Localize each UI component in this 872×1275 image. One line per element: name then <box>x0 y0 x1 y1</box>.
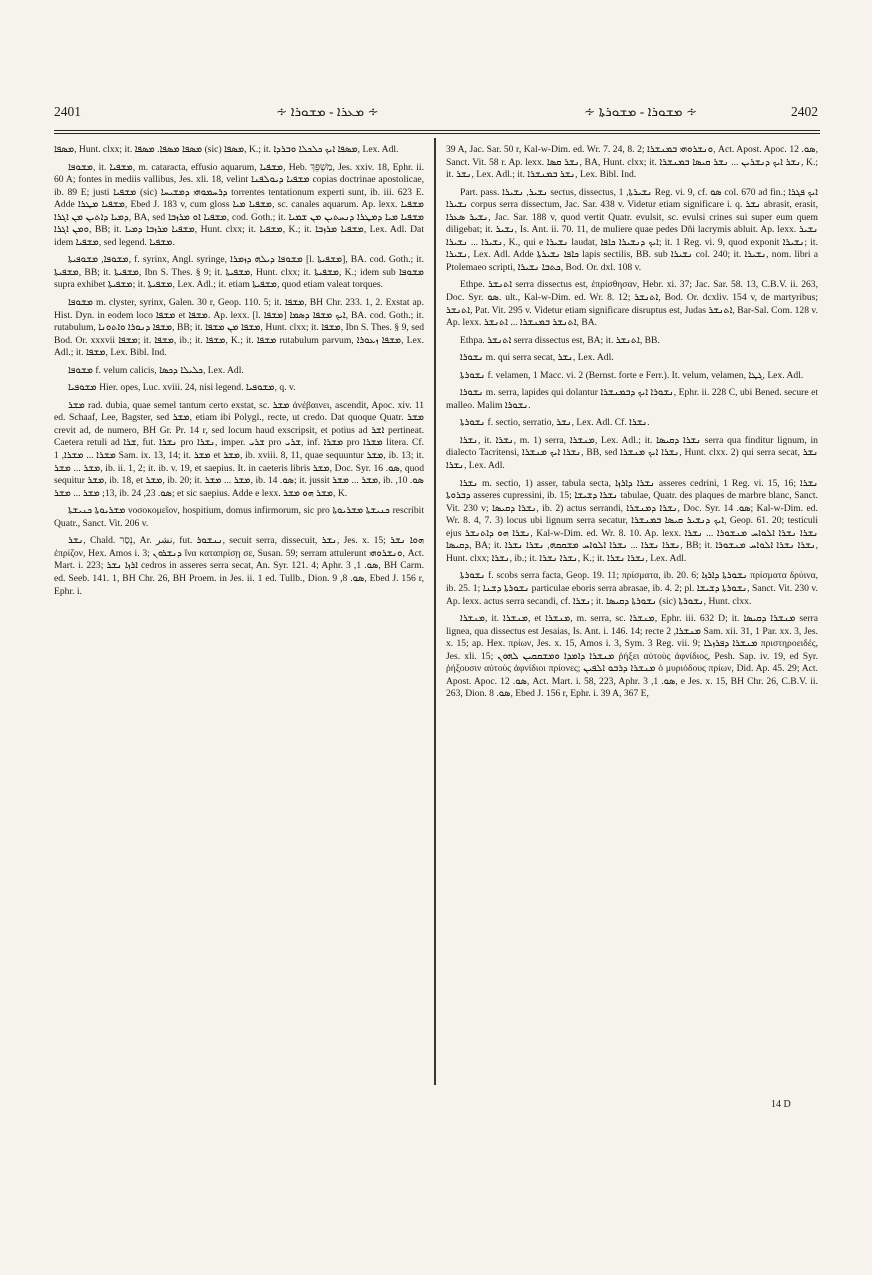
left-running-headword: ∻ ܡܥܪܐ - ܡܫܘܪܐ ∻ <box>276 104 379 119</box>
header-rule <box>54 130 820 134</box>
entry-serra: ܢܫܪܐ, it. ܢܫܪܐ, m. 1) serra, ܡܢܫܪܐ, Lex. Adl.; it. ܢܫܪܐ ܕܩܝܣܐ serra qua finditur lignum, in dialecto Tacritensi, ܢܫܪܐ ܐܝܟ ܡܢܫܪܐ, BB, sed ܢܫܪܐ ܐܝܟ ܡܢܫܪܐ, Hunt. clxx. 2) qui serra secat, ܢܫܪ ܢܫܪܐ, Lex. Adl. <box>446 434 818 472</box>
entry-ethpe: Ethpe. ܐܬܢܫܪ serra dissectus est, ἐπρίσθησαν, Hebr. xi. 37; Jac. Sar. 58. 13, C.B.V. ii. 263, Doc. Syr. ܣܘ. ult., Kal-w-Dim. ed. Wr. 8. 12; ܐܬܢܫܪ, Bod. Or. dcxliv. 154 v, de martyribus; ܐܬܢܫܪ, Pat. Vit. 295 v. Videtur etiam significare disruptus est, Judas ܐܬܢܫܪ, Bar-Sal. Com. 128 v. Ap. lexx. ܐܬܢܫܪ ܒܡܢܫܪܐ ... ܐܬܢܫܪ, BA. <box>446 279 818 329</box>
right-running-headword: ∻ ܡܫܘܪܐ - ܡܫܘܪܬܐ ∻ <box>584 104 698 119</box>
entry-opes: ܡܫܘܦܝܐ Hier. opes, Luc. xviii. 24, nisi legend. ܡܫܘܦܝܐ, q. v. <box>68 382 296 394</box>
entry-sectio-serratio: ܢܫܘܪܬܐ f. sectio, serratio, ܢܫܪ, Lex. Adl. Cf. ܢܫܪܐ. <box>460 417 650 429</box>
entry-mshopa-cataracta: ܡܫܘܦܐ, it. ܡܫܦܝܐ, m. cataracta, effusio aquarum, ܡܫܦܝܐ, Heb. מַשְׁפֵּךְ, Jes. xxiv. 18, Ephr. ii. 60 A; fontes in mediis vallibus, Jes. xli. 18, velint ܡܫܦܝܐ ܕܝܘܠܦܢܐ copias doctrinae apostolicae, ib. 89 E; justi ܡܫܦܝܐ (sic) ܕܪܚܡܘܗܝ ܕܡܫܝܚܐ torrentes tentationum experti sunt, ib. iii. 623 E. Adde ܡܫܦܝܐ ܡܛܪܐ, Ebed J. 183 v, cum gloss ܡܫܦܝܐ ܡܝܐ, sc. canales aquarum. Ap. lexx. ܡܫܦܝܐ ܕܡܝܐ ܕܐܬܝܢ ܡܢ ܐܓܪܐ, BA, sed ܡܫܦܝܐ ܐܘ ܡܪܙܒܐ, cod. Goth.; it. ܡܫܦܝܐ ܡܝܐ ܕܡܛܪܐ ܕܢܚܬܝܢ ܡܢ ܫܡܝܐ ܘܡܢ ܐܓܪܐ, BB; it. ܡܫܦܝܐ ܡܪܙܒܐ ܕܡܝܐ, Hunt. clxx; it. ܡܫܦܝܐ, K.; it. ܡܫܦܝܐ ܡܪܙܒܐ, Lex. Adl. Dat idem ܡܫܦܝܐ, sed legend. ܡܫܦܝܐ. <box>54 161 424 248</box>
entry-clyster: ܡܫܘܦܐ m. clyster, syrinx, Galen. 30 r, Geop. 110. 5; it. ܡܫܦܐ, BH Chr. 233. 1, 2. Exstat ap. Hist. Dyn. in eodem loco ܡܫܦܐ et ܡܫܦܐ. Ap. lexx. [l. ܡܫܦܐ] ܐܝܟ ܡܫܦܐ ܕܣܡܐ, BA. cod. Goth.; it. rutabulum, ܡܫܦܐ ܕܢܘܪܐ ܘܐܬܘܢܐ, BB; it. ܡܫܦܐ ܡܢ ܡܫܦܐ, Hunt. clxx; it. ܡܫܦܐ, Ibn S. Thes. § 9, sed Bod. Or. xxxvii ܡܫܦܐ; it. ܡܫܦܐ, ib.; it. ܡܫܦܐ, K.; it. ܡܫܦܐ rutabulum parvum, ܡܫܦܐ ܙܥܘܪܐ, Lex. Adl.; it. ܡܫܦܐ, Lex. Bibl. Ind. <box>54 297 424 359</box>
running-head <box>46 104 826 126</box>
entry-syrinx: ܡܫܘܦܐ, ܡܫܘܦܝܬܐ, f. syrinx, Angl. syringe, ܡܫܘܦܐ ܕܝܠܗ ܕܙܡܪܐ [l. ܡܫܦܝܬܐ], BA. cod. Goth.; it. ܡܫܦܝܬܐ, BB; it. ܡܫܦܝܬܐ, Ibn S. Thes. § 9; it. ܡܫܦܝܬܐ, Hunt. clxx; it. ܡܫܦܝܬܐ, K.; idem sub ܡܫܘܦܐ supra exhibet ܡܫܦܝܬܐ; it. ܡܫܦܝܬܐ, Lex. Adl.; it. etiam ܡܫܦܝܬܐ, quod etiam valeat torques. <box>54 254 424 291</box>
entry-continued: ܡܣܦܐ, Hunt. clxx; it. ܡܣܦܐ ܡܣܦܐ. ܡܣܦܐ (sic) ܡܣܦܐ, K.; it. ܡܣܦܐ ܐܝܟ ܟܠܟܠܐ ܘܒܪܕܐ, Lex. Adl. <box>54 144 399 155</box>
entry-serra-lapides: ܢܫܘܪܐ m. serra, lapides qui dolantur ܢܫܘܪܐ ܐܝܟ ܕܒܡܢܫܪܐ, Ephr. ii. 228 C, ubi Bened. secure et malleo. Malim ܢܫܘܪܐ. <box>446 387 818 411</box>
entry-part-pass: Part. pass. ܢܫܝܪ, ܢܫܝܪܐ sectus, dissectus, ܢܫܝܪܬܐ, 1 Reg. vi. 9, cf. ܣܘ col. 670 ad fin.; ܐܝܟ ܦܓܪܐ ܢܫܝܪܐ corpus serra dissectum, Jac. Sar. 438 v. Videtur etiam significare i. q. ܢܫܪ abrasit, erasit, ܢܫܝܪ ܣܥܪܐ, Jac. Sar. 188 v, quod vertit Quatr. evulsit, sc. evulsi crines sui super eum quem diligebat; it. ܢܫܝܪ, Is. Ant. ii. 70. 11, de muliere quae pedes Dñi lacrymis abluit. Ap. lexx. ܢܫܝܪ ܢܫܝܪܐ ... ܢܫܝܪܐ, K., qui e ܢܫܝܪܐ laudat, ܐܝܟ ܕܢܫܝܪܐ ܟܐܦܐ; it. 1 Reg. vi. 9, quod exponit ܢܫܝܪܐ; it. ܢܫܝܪܐ, Lex. Adl. Adde ܟܐܦܐ ܢܫܝܪܬܐ lapis sectilis, BB. sub ܢܫܝܪܐ col. 240; it. ܢܫܝܪܐ, nom. libri a Ptolemaeo scripti, ܟܬܒܐ ܢܫܝܪܐ, Bod. Or. dxl. 108 v. <box>446 186 818 273</box>
right-column <box>446 144 818 1095</box>
entry-hospitium: ܡܫܪܝܘܬܐ ܟܢܝܫܬܐ νοσοκομεῖον, hospitium, domus infirmorum, sic pro ܟܢܝܫܬܐ ܡܫܪܝܘܬܐ rescribit Quatr., Sanct. Vit. 206 v. <box>54 505 424 529</box>
right-page-number: 2402 <box>791 104 818 119</box>
entry-asser: ܢܫܪܐ m. sectio, 1) asser, tabula secta, ܢܫܪܐ ܕܐܪܙܐ asseres cedrini, 1 Reg. vi. 15, 16; ܢܫܪܐ ܕܒܪܘܬܐ asseres cupressini, ib. 15; ܢܫܪܐ ܕܫܝܫܐ tabulae, Quatr. des plaques de marbre blanc, Sanct. Vit. 230 v; ܢܫܪܐ ܕܩܝܣܐ, ib. 2) actus serrandi, ܢܫܪܐ ܕܡܢܫܪܐ, Doc. Syr. ܣܘ. 14; Kal-w-Dim. ed. Wr. 8. 4, 7. 3) locus ubi lignum serra secatur, ܐܝܟ ܕܢܫܝܪ ܩܝܣܐ ܒܡܢܫܪܐ, Geop. 61. 20; testiculi ejus ܢܫܪܐ ܗܘ ܕܐܬܢܫܪ, Kal-w-Dim. ed. Wr. 8. 10. Ap. lexx. ܢܫܪܐ ܢܫܪܐ ܐܠܘܐܚ ܡܢܫܘܪܐ ... ܢܫܪܐ ܕܩܝܣܐ, BA; it. ܢܫܪܐ ܢܫܪܐ ... ܢܫܪܐ ܐܠܘܐܚ ܡܫܩܩܗ, ܢܫܪܐ ܢܫܪܐ, BB; it. ܢܫܪܐ ܢܫܪܐ ܐܠܘܐܚ ܡܢܫܘܪܐ, Hunt. clxx; ܢܫܪܐ, ib.; it. ܢܫܪܐ ܢܫܪܐ, K.; it. ܢܫܪܐ ܢܫܪܐ, Lex. Adl. <box>446 477 818 564</box>
entry-scobs: ܢܫܘܪܬܐ f. scobs serra facta, Geop. 19. 11; πρίσματα, ib. 20. 6; ܢܫܘܪܬܐ ܕܐܪܙܐ πρίσματα δρύινα, ib. 25. 1; ܢܫܘܪܬܐ ܕܫܢܐ particulae eboris serra abrasae, ib. 4. 2; pl. ܢܫܘܪܬܐ ܕܫܝܫܐ, Sanct. Vit. 230 v. Ap. lexx. actus serra secandi, cf. ܢܫܪܐ; it. ܢܫܘܪܬܐ ܕܩܝܣܐ (sic) ܢܫܘܪܬܐ, Hunt. clxx. <box>446 570 818 607</box>
entry-nshar-verb: ܢܫܪ, Chald. נְסַר, Ar. نشر, fut. ܢܢܫܘܪ, secuit serra, dissecuit, ܢܫܪ, Jes. x. 15; ܗܘܐ ܢܫܪ ἐπρίζον, Hex. Amos i. 3; ܕܢܫܪܘܢ ἵνα καταπρίσῃ σε, Susan. 59; serram attulerunt ܘܢܫܪܘܗܝ, Act. Mart. i. 223; ܐܪܙܐ ܢܫܪ cedros in asseres serra secat, An. Syr. 121. 4; Aphr. ܣܘ. 1, 3, BH Carm. ed. Seeb. 141. 1, BH Chr. 26, BH Proem. in Jes. ii. 1 ed. Tullb., Dion. ܣܘ. 8, 9, Ebed J. 156 r, Ephr. i. <box>54 535 424 597</box>
column-divider <box>434 138 436 1085</box>
signature-mark: 14 D <box>771 1099 791 1110</box>
left-page-number: 2401 <box>54 104 81 119</box>
left-column <box>54 144 424 1095</box>
entry-ethpa: Ethpa. ܐܬܢܫܪ serra dissectus est, BA; it. ܐܬܢܫܪ, BB. <box>460 334 660 346</box>
entry-velamen: ܢܫܘܪܬܐ f. velamen, 1 Macc. vi. 2 (Bernst. forte e Ferr.). It. velum, velamen, ܓܛܐ, Lex. Adl. <box>460 369 804 381</box>
entry-rad-dubia: ܡܫܪ rad. dubia, quae semel tantum certo exstat, sc. ܡܫܪ ἀνέβαινει, ascendit, Apoc. xiv. 11 ed. Schaaf, Lee, Bagster, sed ܡܫܪ, etiam ibi Polygl., recte, ut credo. Dat quoque Quatr. ܡܫܪ crevit ad, de numero, BH Gr. Pr. 14 r, sed locum haud exscripsit, et potius ad ܐܫܪ pertineat. Caetera retuli ad ܫܪܐ, fut. ܢܫܪܐ pro ܢܫܪܐ, imper. ܫܪܝ pro ܫܪܝ, inf. ܡܫܪܐ pro ܡܫܪܐ litera. Cf. ܡܫܪܐ ... ܡܫܪܐ, 1 Sam. ix. 13, 14; it. ܡܫܪ et ܡܫܪ, ib. xviii. 8, 11, quae sequuntur ܡܫܪ, ib. 13; it. ܡܫܪ ... ܡܫܪ, ib. ii. 1, 2; it. ib. v. 19, et saepius. It. in caeteris libris ܡܫܪ, Doc. Syr. ܣܘ. 16, quod sequitur ܡܫܪ, ib. 18, et ܡܫܪ, ib. 20; it. ܡܫܪ ... ܡܫܪ, ib. ܣܘ. 14; it. jussit ܡܫܪ ... ܡܫܪ, ib. ܣܘ. 10, 13; ܡܫܪ ... ܡܫܪ, ib. ܣܘ. 23, 24; et sic saepius. Adde e lexx. ܡܫܪ ܗܘ ܡܫܪ, K. <box>54 399 424 499</box>
entry-continued: 39 A, Jac. Sar. 50 r, Kal-w-Dim. ed. Wr. 7. 24, 8. 2; ܘܢܫܪܘܗܝ ܒܡܢܫܪܐ, Act. Apost. Apoc. ܣܘ. 12, Sanct. Vit. 58 r. Ap. lexx. ܢܫܪ ܩܣܐ, BA, Hunt. clxx; it. ܢܫܪ ܐܝܟ ܕܢܫܪܝܢ ... ܢܫܪ ܩܝܣܐ ܒܡܢܫܪܐ, K.; it. ܢܫܪ, Lex. Adl.; it. ܢܫܪ ܒܡܢܫܪܐ, Lex. Bibl. Ind. <box>446 144 818 181</box>
entry-velum-calicis: ܡܫܘܦܐ f. velum calicis, ܟܠܝܠܐ ܕܟܣܐ, Lex. Adl. <box>68 364 244 376</box>
entry-qui-serra-secat: ܢܫܘܪܐ m. qui serra secat, ܢܫܪ, Lex. Adl. <box>460 352 614 364</box>
entry-mnashra: ܡܢܫܪܐ, it. ܡܢܫܪܐ, et ܡܢܫܪܐ, m. serra, sc. ܡܢܫܪܐ, Ephr. iii. 632 D; it. ܡܢܫܪܐ ܕܩܝܣܐ serra lignea, qua dissectus est Jesaias, Is. Ant. i. 146. 14; recte ܡܢܫܪܐ, 2 Sam. xii. 31, 1 Par. xx. 3, Jes. x. 15; ap. Hex. πρίων, Jes. x. 15, Amos i. 3, Sym. 3 Reg. vii. 9; ܡܢܫܪܐ ܕܦܪܙܠܐ πριστηροειδές, Jes. xli. 15; ܡܢܫܪܐ ܕܐܡܕܐ ܘܡܫܩܩܝܢ ܠܗܘܢ ῥήξει αὐτοὺς ἀφνίδιος, Pesh. Sap. iv. 19, ed Syr. ῥήξουσιν αὐτοὺς ἀφνίδιοι πρίονες; ܡܢܫܪܐ ܕܪܒܘ ܐܠܦܝܢ ὁ μυριόδους πρίων, Did. Ap. 45. 29; Act. Apost. Apoc. ܣܘ. 12, Act. Mart. i. 58, 223, Aphr. ܣܘ. 1, 3, e Jes. x. 15, BH Chr. 26, C.B.V. ii. 263, Dion. ܣܘ. 8, Ebed J. 156 r, Ephr. i. 39 A, 367 E, <box>446 613 818 700</box>
